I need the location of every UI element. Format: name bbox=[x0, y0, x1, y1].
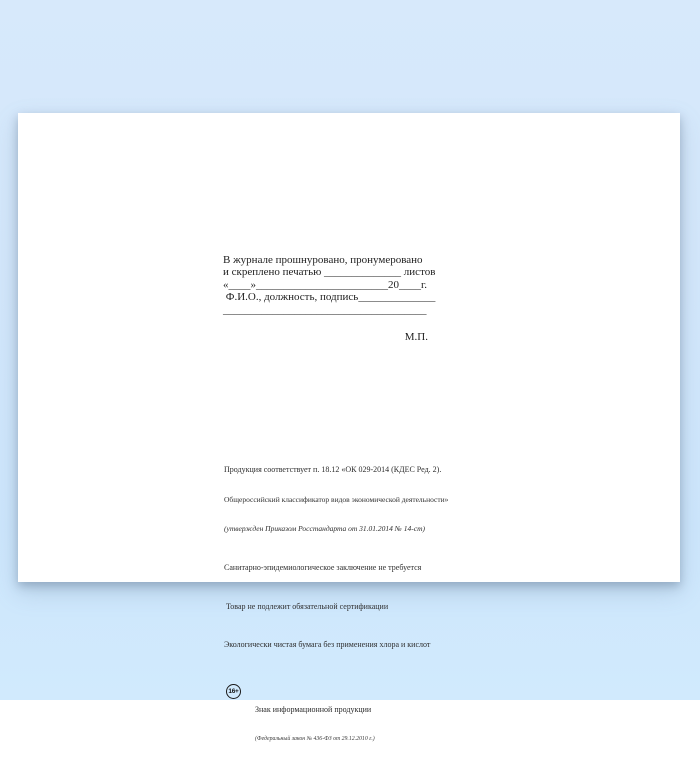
stitch-line-4-fio: Ф.И.О., должность, подпись______________ bbox=[223, 291, 436, 304]
age-rating-row bbox=[224, 684, 448, 762]
stitch-line-3-date: «____»________________________20____г. bbox=[223, 278, 428, 291]
eco-note: Экологически чистая бумага без применения хлора и кислот bbox=[224, 640, 431, 649]
info-product-law-note: (Федеральный закон № 436-ФЗ от 29.12.2010 г.) bbox=[255, 736, 375, 742]
compliance-standard-line: Продукция соответствует п. 18.12 «ОК 029-2014 (КДЕС Ред. 2). bbox=[224, 465, 442, 474]
stitch-certification-block bbox=[223, 254, 436, 344]
stitch-line-5-signature: _____________________________________ bbox=[223, 303, 427, 316]
info-product-sign bbox=[255, 684, 375, 762]
compliance-block bbox=[224, 445, 448, 782]
stitch-line-2: и скреплено печатью ______________ листов bbox=[223, 266, 436, 279]
sanitary-note: Санитарно-эпидемиологическое заключение не требуется bbox=[224, 563, 422, 572]
age-16-badge-label: 16+ bbox=[228, 687, 239, 695]
document-page bbox=[18, 113, 680, 742]
stitch-line-1: В журнале прошнуровано, пронумеровано bbox=[223, 254, 423, 266]
certification-note: Товар не подлежит обязательной сертификации bbox=[226, 602, 389, 611]
stamp-place-label: М.П. bbox=[404, 331, 428, 344]
age-16-badge-icon bbox=[226, 684, 241, 699]
compliance-classifier-line: Общероссийский классификатор видов экономической деятельности» bbox=[224, 495, 449, 504]
compliance-order-line: (утвержден Приказом Росстандарта от 31.01.2014 № 14-ст) bbox=[224, 524, 425, 533]
info-product-sign-label: Знак информационной продукции bbox=[255, 705, 372, 714]
